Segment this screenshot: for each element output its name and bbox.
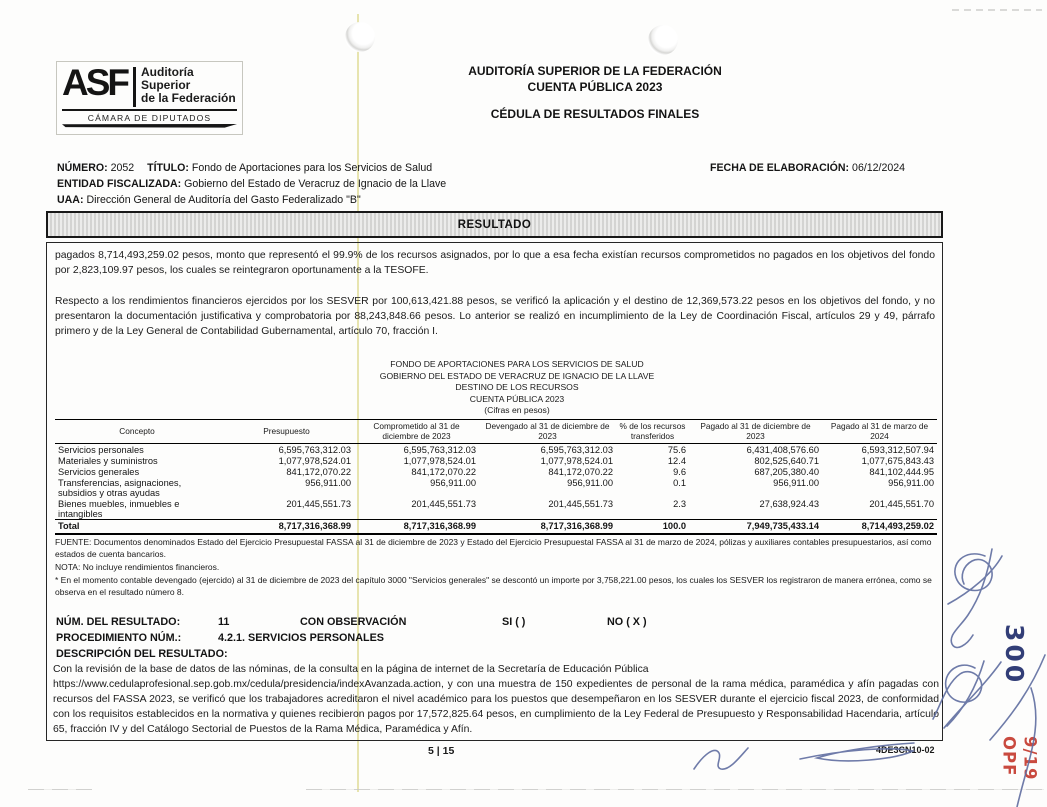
table-cell: Transferencias, asignaciones, subsidios y otras ayudas — [58, 477, 182, 498]
table-cell: 201,445,551.73 — [411, 498, 476, 509]
nota-note: NOTA: No incluye rendimientos financieros. — [55, 561, 220, 572]
fuente-note: FUENTE: Documentos denominados Estado del Ejercicio Presupuestal FASSA al 31 de diciembre de 2023 y Estado del Ejercicio Presupuestal FASSA al 31 de marzo de 2024, pólizas y auxiliares contables presupuestarios, así como estados de cuenta bancarios. — [55, 537, 932, 559]
table-cell: 12.4 — [667, 455, 686, 466]
table-cell: 201,445,551.73 — [286, 498, 351, 509]
table-row — [55, 498, 937, 520]
table-cell: 1,077,675,843.43 — [861, 455, 934, 466]
stamp-opf-919 — [998, 736, 1039, 780]
table-cell: 7,949,735,433.14 — [746, 520, 819, 531]
document-header — [420, 64, 770, 123]
titulo-label: TÍTULO: — [147, 162, 189, 174]
metadata-block — [57, 161, 697, 209]
table-cell: 841,102,444.95 — [869, 466, 934, 477]
signature-stroke — [694, 748, 748, 769]
table-cell: 6,595,763,312.03 — [540, 444, 613, 455]
scan-edge-artifact — [28, 789, 92, 790]
table-title-line: FONDO DE APORTACIONES PARA LOS SERVICIOS DE SALUD — [390, 359, 644, 369]
table-cell: 6,593,312,507.94 — [861, 444, 934, 455]
table-cell: 8,717,316,368.99 — [403, 520, 476, 531]
stamp-300: 300 — [1000, 624, 1029, 686]
descripcion-resultado-text — [53, 662, 939, 737]
signature-stroke — [947, 661, 984, 726]
asf-logo-letters: ASF — [62, 62, 127, 103]
table-row — [55, 455, 937, 466]
table-cell: 6,595,763,312.03 — [403, 444, 476, 455]
table-cell: 1,077,978,524.01 — [403, 455, 476, 466]
table-cell: 75.6 — [667, 444, 686, 455]
table-total-row — [55, 519, 937, 534]
table-cell: 8,714,493,259.02 — [861, 520, 934, 531]
table-header-row — [55, 420, 937, 444]
header-cedula-title: CÉDULA DE RESULTADOS FINALES — [490, 107, 700, 122]
observacion-no-option: NO ( X ) — [607, 616, 647, 628]
table-title-line: CUENTA PÚBLICA 2023 — [469, 393, 565, 404]
table-cell: 2.3 — [673, 498, 686, 509]
signature-stroke — [955, 554, 992, 591]
observacion-si-option: SI ( ) — [502, 616, 526, 628]
uaa-label: UAA: — [57, 193, 84, 206]
camara-de-diputados-label: CÁMARA DE DIPUTADOS — [87, 113, 212, 123]
table-cell: 201,445,551.73 — [548, 498, 613, 509]
metadata-line-numero — [57, 161, 697, 177]
table-row — [55, 466, 937, 477]
resultado-content-box — [46, 242, 943, 741]
logo-divider — [133, 67, 136, 107]
document-code: 4DE3CN10-02 — [876, 745, 935, 755]
resultado-paragraph-1: pagados 8,714,493,259.02 pesos, monto que representó el 99.9% de los recursos asignados, por lo que a esa fecha existían recursos comprometidos no pagados en los objetivos del fondo por 2,823,109.97 pesos, los cuales se reintegraron oportunamente a la TESOFE. — [55, 250, 935, 276]
resultado-section-header — [46, 211, 943, 238]
table-cell: 1,077,978,524.01 — [278, 455, 351, 466]
hole-punch-mark — [345, 22, 375, 52]
header-cuenta-publica: CUENTA PÚBLICA 2023 — [527, 79, 663, 94]
resultado-title: RESULTADO — [457, 218, 532, 231]
con-observacion-label: CON OBSERVACIÓN — [300, 616, 407, 628]
table-cell: Servicios generales — [58, 466, 140, 477]
fecha-elaboracion — [710, 161, 905, 177]
destino-recursos-table — [55, 419, 937, 535]
entidad-value: Gobierno del Estado de Veracruz de Ignacio de la Llave — [184, 177, 447, 190]
signature-stroke — [951, 549, 992, 647]
descripcion-line1: Con la revisión de la base de datos de las nóminas, de la consulta en la página de internet de la Secretaría de Educación Pública — [53, 664, 649, 675]
asf-logo-tagline — [141, 65, 236, 105]
table-header-cell: Pagado al 31 de diciembre de 2023 — [700, 421, 811, 442]
table-cell: 6,431,408,576.60 — [746, 444, 819, 455]
asterisk-note: * En el momento contable devengado (ejercido) al 31 de diciembre de 2023 del capítulo 3000 "Servicios generales" se descontó un importe por 3,758,221.00 pesos, los cuales los SESVER los registraron de manera errónea, como se observa en el resultado número 8. — [55, 574, 932, 597]
hole-punch-mark — [648, 25, 678, 55]
fecha-label: FECHA DE ELABORACIÓN: — [710, 162, 850, 174]
table-cell: 1,077,978,524.01 — [540, 455, 613, 466]
table-cell: 802,525,640.71 — [754, 455, 819, 466]
scan-edge-artifact — [952, 9, 1042, 11]
logo-swoosh — [62, 124, 237, 128]
table-title-line: GOBIERNO DEL ESTADO DE VERACRUZ DE IGNACIO DE LA LLAVE — [379, 370, 655, 381]
table-cell: 8,717,316,368.99 — [540, 520, 613, 531]
stamp-opf-line: OPF — [999, 736, 1019, 777]
table-title-block — [87, 359, 947, 417]
table-header-cell: Devengado al 31 de diciembre de 2023 — [485, 421, 610, 442]
descripcion-resto: https://www.cedulaprofesional.sep.gob.mx/cedula/presidencia/indexAvanzada.action, y con una muestra de 150 expedientes de personal de la rama médica, paramédica y afín pagadas con recursos del FASSA 2023, se verificó que los trabajadores acreditaron el nivel académico para los puestos que desempeñaron en los SESVER durante el ejercicio fiscal 2023, de conformidad con los requisitos establecidos en la normativa y quienes recibieron pagos por 17,572,825.64 pesos, en cumplimiento de la Ley Federal de Presupuesto y Responsabilidad Hacendaria, artículo 65, fracción IV y del Catálogo Sectorial de Puestos de la Rama Médica, Paramédica y Afín. — [53, 679, 939, 736]
table-notes — [55, 537, 933, 599]
table-cell: Total — [58, 520, 80, 531]
metadata-line-uaa — [57, 193, 697, 209]
table-cell: 956,911.00 — [773, 477, 819, 488]
table-cell: 201,445,551.70 — [869, 498, 934, 509]
metadata-line-entidad — [57, 177, 697, 193]
table-header-cell: Comprometido al 31 de diciembre de 2023 — [373, 421, 460, 442]
numero-label: NÚMERO: — [57, 162, 108, 174]
table-title-line: (Cifras en pesos) — [484, 405, 550, 416]
table-cell: 956,911.00 — [567, 477, 613, 488]
table-cell: Bienes muebles, inmuebles e intangibles — [58, 498, 180, 519]
fecha-value: 06/12/2024 — [852, 162, 906, 174]
table-row — [55, 443, 937, 455]
table-cell: 100.0 — [662, 520, 686, 531]
table-header-cell: Presupuesto — [263, 426, 310, 437]
num-resultado-label: NÚM. DEL RESULTADO: — [56, 616, 181, 628]
signature-stroke — [948, 556, 1002, 604]
table-cell: 9.6 — [673, 466, 686, 477]
table-cell: Materiales y suministros — [58, 455, 158, 466]
table-cell: 687,205,380.40 — [754, 466, 819, 477]
header-institution: AUDITORÍA SUPERIOR DE LA FEDERACIÓN — [468, 64, 722, 78]
titulo-value: Fondo de Aportaciones para los Servicios de Salud — [191, 162, 433, 174]
table-header-cell: Concepto — [119, 426, 155, 437]
table-cell: 956,911.00 — [430, 477, 476, 488]
table-cell: 841,172,070.22 — [411, 466, 476, 477]
page-number: 5 | 15 — [428, 745, 455, 757]
uaa-value: Dirección General de Auditoría del Gasto Federalizado "B" — [86, 193, 361, 206]
procedimiento-value: 4.2.1. SERVICIOS PERSONALES — [218, 632, 385, 644]
table-row — [55, 477, 937, 498]
num-resultado-value: 11 — [218, 616, 230, 628]
table-cell: 8,717,316,368.99 — [278, 520, 351, 531]
procedimiento-label: PROCEDIMIENTO NÚM.: — [56, 632, 182, 644]
signature-stroke — [944, 662, 1001, 728]
tagline-line: Auditoría — [141, 65, 194, 79]
table-cell: 27,638,924.43 — [759, 498, 819, 509]
stamp-opf-line: 9/19 — [1020, 736, 1040, 781]
descripcion-label: DESCRIPCIÓN DEL RESULTADO: — [56, 648, 228, 660]
table-cell: 841,172,070.22 — [286, 466, 351, 477]
table-cell: 0.1 — [673, 477, 686, 488]
scan-edge-artifact — [306, 789, 1044, 790]
table-cell: 6,595,763,312.03 — [278, 444, 351, 455]
table-header-cell: Pagado al 31 de marzo de 2024 — [830, 421, 929, 442]
table-title-line: DESTINO DE LOS RECURSOS — [455, 382, 579, 393]
resultado-paragraph-2: Respecto a los rendimientos financieros ejercidos por los SESVER por 100,613,421.88 pesos, se verificó la aplicación y el destino de 12,369,573.22 pesos en los objetivos del fondo, y no presentaron la documentación justificativa y comprobatoria por 88,243,848.66 pesos. Lo anterior se realizó en incumplimiento de la Ley de Coordinación Fiscal, artículos 29 y 49, párrafo primero y de la Ley General de Contabilidad Gubernamental, artículo 70, fracción I. — [55, 296, 935, 337]
table-cell: Servicios personales — [58, 444, 144, 455]
table-cell: 841,172,070.22 — [548, 466, 613, 477]
asf-logo — [56, 61, 243, 135]
tagline-line: Superior — [141, 77, 191, 92]
table-cell: 956,911.00 — [305, 477, 351, 488]
numero-value: 2052 — [110, 162, 135, 174]
table-cell: 956,911.00 — [888, 477, 934, 488]
entidad-label: ENTIDAD FISCALIZADA: — [57, 177, 182, 190]
table-header-cell: % de los recursos transferidos — [619, 421, 686, 442]
tagline-line: de la Federación — [141, 90, 236, 105]
